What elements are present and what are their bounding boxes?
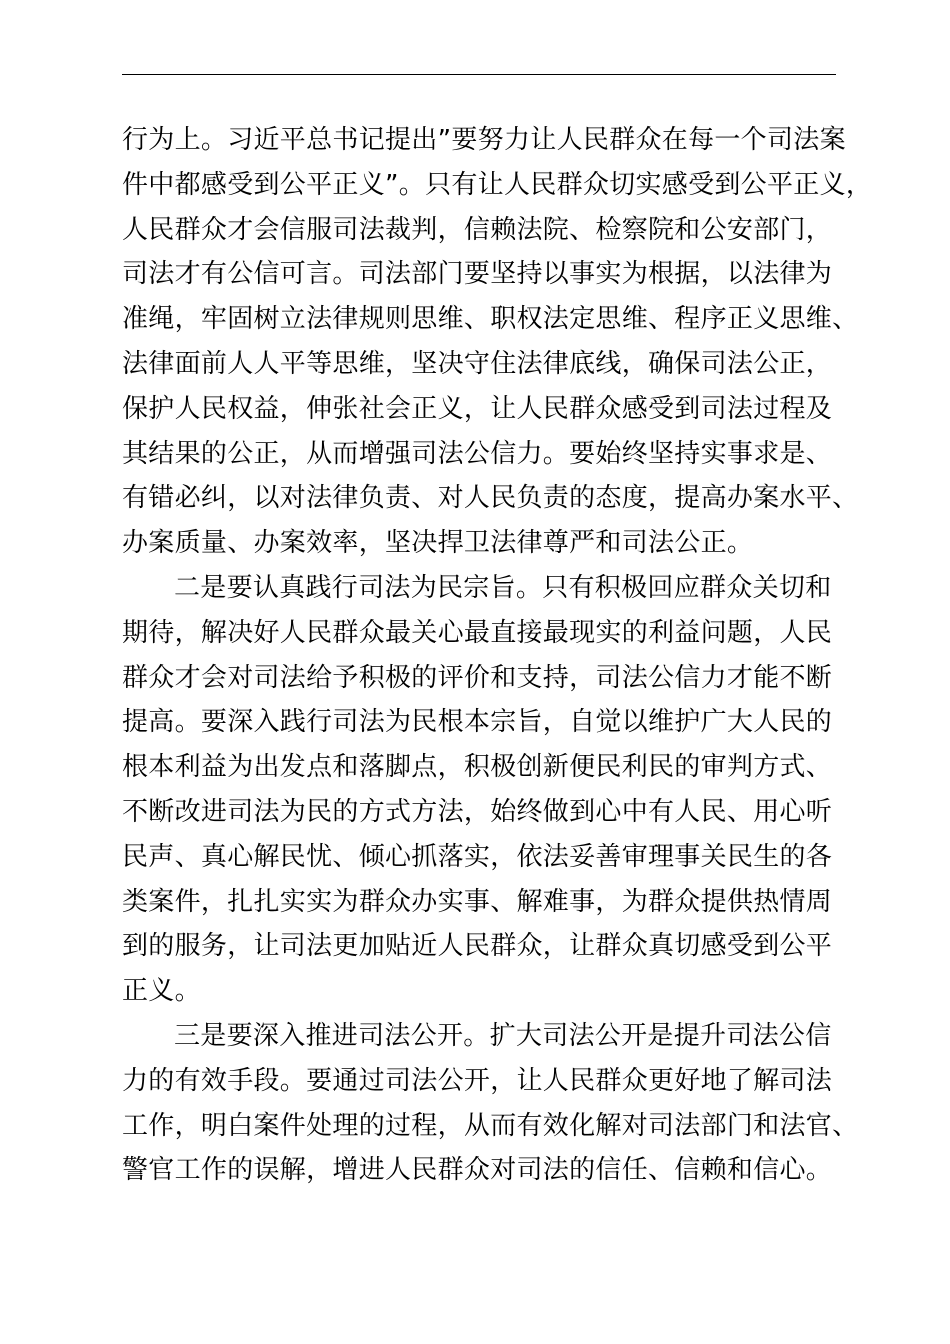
text-line: 到的服务，让司法更加贴近人民群众，让群众真切感受到公平 bbox=[122, 931, 833, 962]
text-line: 工作，明白案件处理的过程，从而有效化解对司法部门和法官、 bbox=[122, 1110, 859, 1141]
text-line: 保护人民权益，伸张社会正义，让人民群众感受到司法过程及 bbox=[122, 393, 833, 424]
text-line: 行为上。习近平总书记提出”要努力让人民群众在每一个司法案 bbox=[122, 125, 846, 155]
text-line: 二是要认真践行司法为民宗旨。只有积极回应群众关切和 bbox=[174, 572, 832, 603]
text-line: 提高。要深入践行司法为民根本宗旨，自觉以维护广大人民的 bbox=[122, 707, 833, 738]
text-line: 根本利益为出发点和落脚点，积极创新便民利民的审判方式、 bbox=[122, 752, 833, 783]
text-line: 件中都感受到公平正义”。只有让人民群众切实感受到公平正义， bbox=[122, 169, 873, 200]
text-line: 准绳，牢固树立法律规则思维、职权法定思维、程序正义思维、 bbox=[122, 304, 859, 335]
text-line: 人民群众才会信服司法裁判，信赖法院、检察院和公安部门， bbox=[122, 214, 833, 245]
text-line: 群众才会对司法给予积极的评价和支持，司法公信力才能不断 bbox=[122, 662, 833, 693]
text-line: 正义。 bbox=[122, 976, 201, 1007]
text-line: 法律面前人人平等思维，坚决守住法律底线，确保司法公正， bbox=[122, 348, 833, 379]
text-line: 力的有效手段。要通过司法公开，让人民群众更好地了解司法 bbox=[122, 1065, 833, 1096]
text-line: 办案质量、办案效率，坚决捍卫法律尊严和司法公正。 bbox=[122, 528, 754, 559]
text-line: 警官工作的误解，增进人民群众对司法的信任、信赖和信心。 bbox=[122, 1155, 833, 1186]
text-line: 有错必纠，以对法律负责、对人民负责的态度，提高办案水平、 bbox=[122, 483, 859, 514]
document-body bbox=[122, 118, 873, 1193]
paragraph-3 bbox=[122, 1014, 859, 1193]
text-line: 民声、真心解民忧、倾心抓落实，依法妥善审理事关民生的各 bbox=[122, 841, 833, 872]
paragraph-1 bbox=[122, 118, 873, 566]
text-line: 不断改进司法为民的方式方法，始终做到心中有人民、用心听 bbox=[122, 796, 833, 827]
text-line: 司法才有公信可言。司法部门要坚持以事实为根据，以法律为 bbox=[122, 259, 833, 290]
text-line: 期待，解决好人民群众最关心最直接最现实的利益问题，人民 bbox=[122, 617, 833, 648]
header-rule bbox=[122, 74, 836, 75]
text-line: 其结果的公正，从而增强司法公信力。要始终坚持实事求是、 bbox=[122, 438, 833, 469]
paragraph-2 bbox=[122, 566, 850, 1014]
text-line: 类案件，扎扎实实为群众办实事、解难事，为群众提供热情周 bbox=[122, 886, 833, 917]
text-line: 三是要深入推进司法公开。扩大司法公开是提升司法公信 bbox=[174, 1020, 832, 1051]
